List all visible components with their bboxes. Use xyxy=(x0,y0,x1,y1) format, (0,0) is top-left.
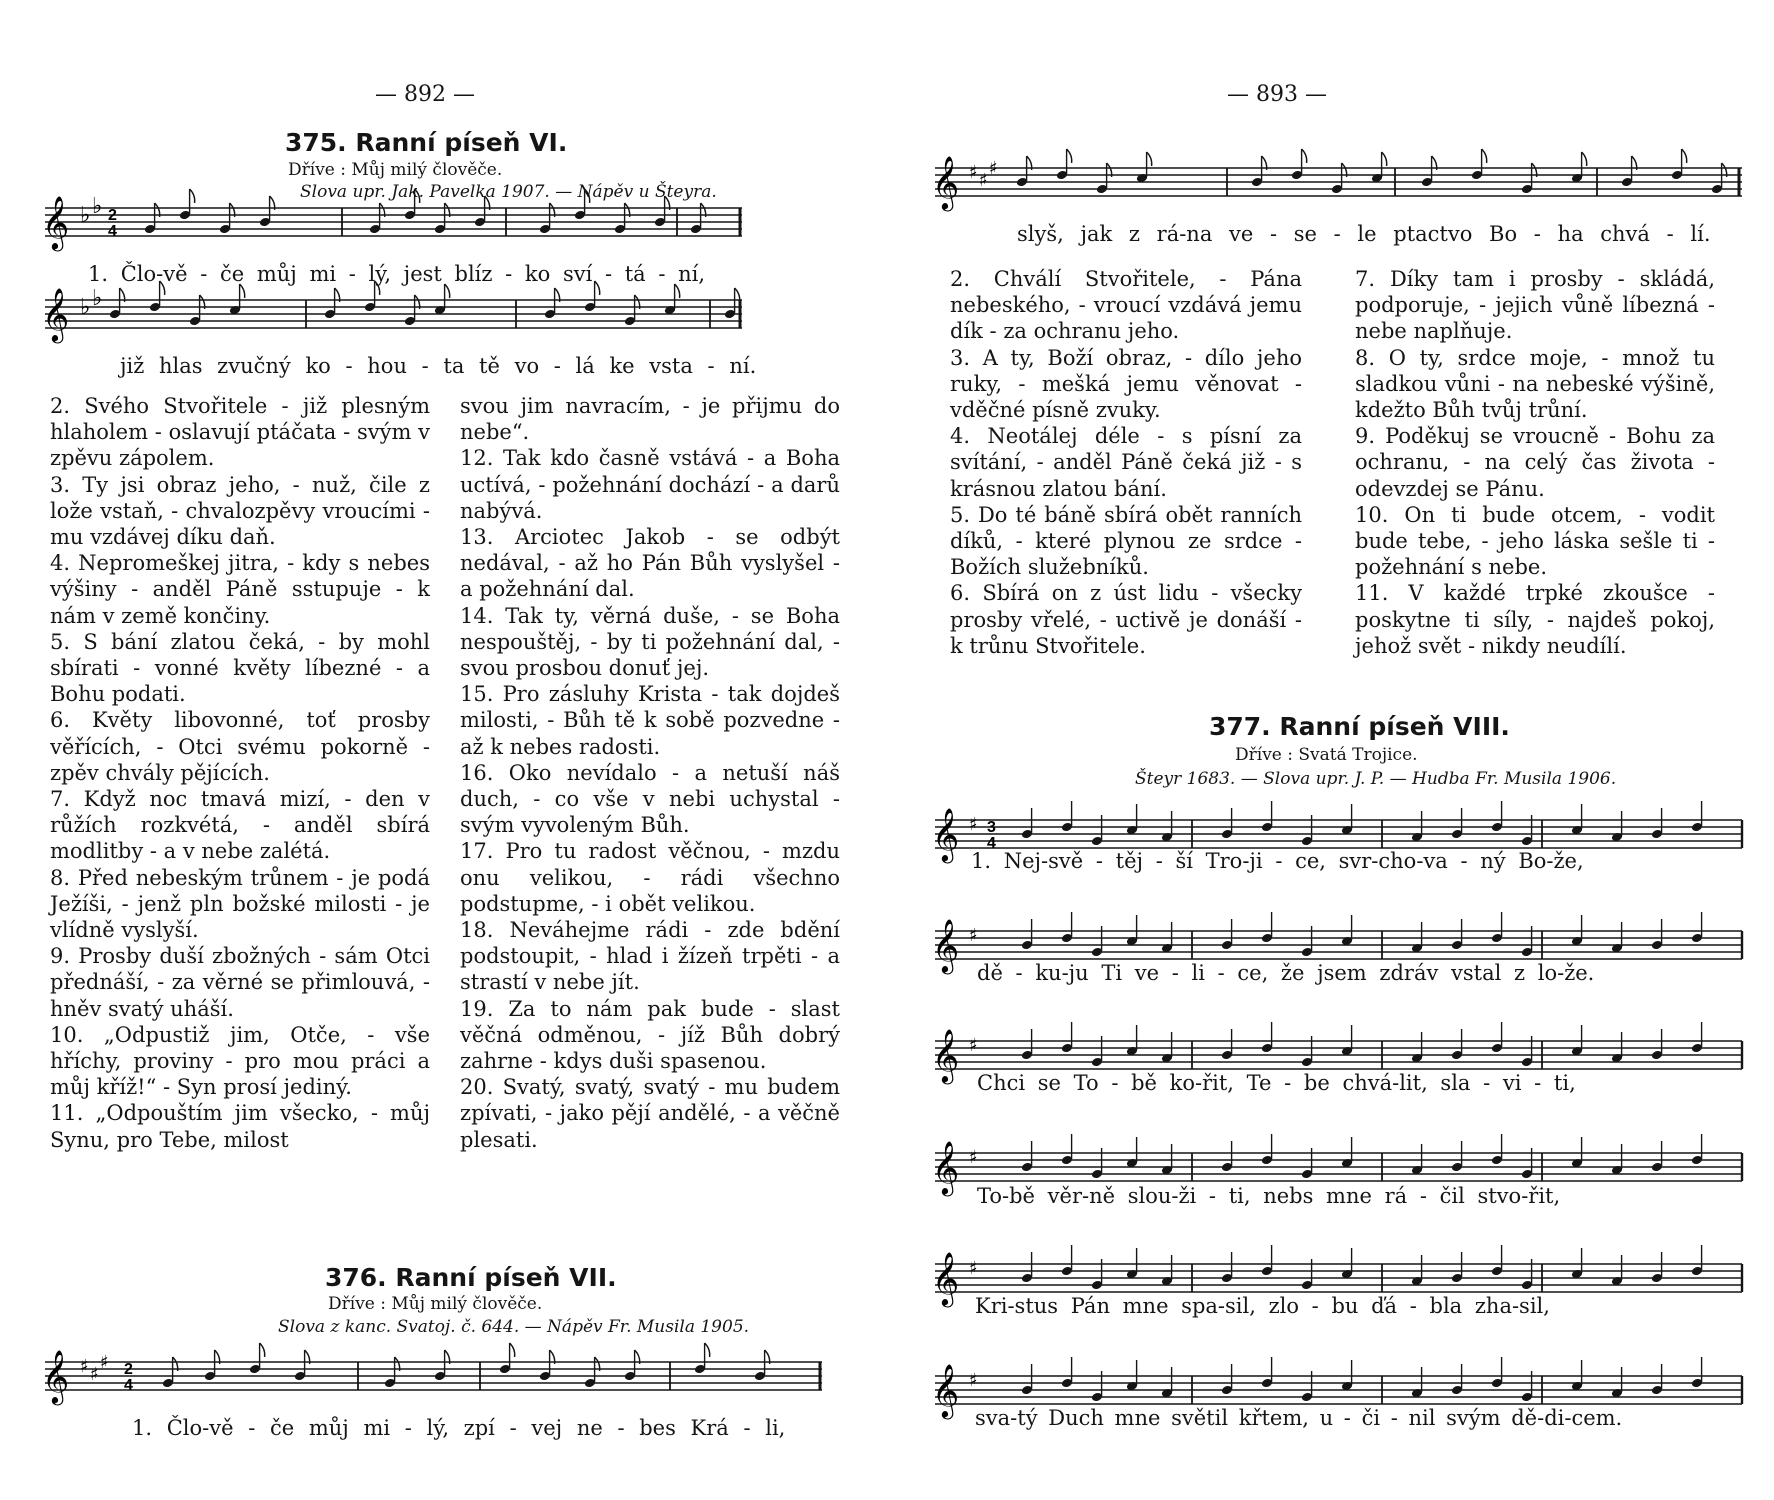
note xyxy=(1451,808,1463,839)
note xyxy=(1061,1245,1073,1276)
hymn-375-lyric-2: již hlas zvučný ko - hou - ta tě vo - lá ke vsta - ní. xyxy=(120,354,757,378)
note xyxy=(1021,1364,1033,1395)
note xyxy=(1061,1357,1073,1388)
sharp-icon: ♯ xyxy=(969,1258,978,1279)
right-page xyxy=(887,0,1774,1500)
treble-clef-icon: 𝄞 xyxy=(932,1140,960,1194)
note xyxy=(1261,1134,1273,1165)
verse: 19. Za to nám pak bude - slast věčná odměnou, - jíž Bůh dobrý zahrne - kdys duši spasenou. xyxy=(460,996,840,1074)
note xyxy=(1261,912,1273,943)
sharp-icon: ♯ xyxy=(969,814,978,835)
treble-clef-icon: 𝄞 xyxy=(42,195,70,249)
note xyxy=(1451,919,1463,950)
note xyxy=(1021,919,1033,950)
note xyxy=(1221,1364,1233,1395)
note xyxy=(1221,808,1233,839)
note xyxy=(1651,1141,1663,1172)
note xyxy=(1021,808,1033,839)
note xyxy=(1691,801,1703,832)
time-sig-bottom: 4 xyxy=(108,223,117,240)
treble-clef-icon: 𝄞 xyxy=(932,1363,960,1417)
verse: 16. Oko nevídalo - a netuší náš duch, - co vše v nebi uchystal - svým vyvoleným Bůh. xyxy=(460,760,840,838)
verse: 13. Arciotec Jakob - se odbýt nedával, - až ho Pán Bůh vyslyšel - a požehnání dal. xyxy=(460,525,840,602)
treble-clef-icon: 𝄞 xyxy=(42,287,70,341)
note xyxy=(1651,1364,1663,1395)
sharp-icon: ♯ xyxy=(969,162,978,183)
verse: 6. Květy libovonné, toť prosby věřících, - Otci svému pokorně - zpěv chvály pějících. xyxy=(50,708,430,785)
notes xyxy=(1021,1134,1703,1179)
verse: 10. „Odpustiž jim, Otče, - vše hříchy, proviny - pro mou práci a můj kříž!“ - Syn prosí jediný. xyxy=(50,1022,430,1100)
verse: 2. Chválí Stvořitele, - Pána nebeského, - vroucí vzdává jemu dík - za ochranu jeho. xyxy=(950,267,1302,344)
note xyxy=(1491,1022,1503,1053)
note xyxy=(1491,1357,1503,1388)
flat-icon: ♭ xyxy=(92,286,103,311)
verse: 18. Neváhejme rádi - zde bdění podstoupit, - hlad i žízeň trpěti - a strastí v nebe jít. xyxy=(460,918,840,995)
treble-clef-icon: 𝄞 xyxy=(932,918,960,972)
verse: svou jim navracím, - je přijmu do nebe“. xyxy=(460,394,840,445)
note xyxy=(1261,1245,1273,1276)
treble-clef-icon: 𝄞 xyxy=(42,1349,70,1403)
notes xyxy=(1021,1357,1703,1402)
hymn-377-lyric-6: sva-tý Duch mne světil křtem, u - či - nil svým dě-di-cem. xyxy=(975,1406,1623,1430)
note xyxy=(1491,912,1503,943)
note xyxy=(1261,1357,1273,1388)
time-sig-top: 3 xyxy=(987,819,996,836)
note xyxy=(1061,1022,1073,1053)
note xyxy=(1691,1022,1703,1053)
notes xyxy=(1021,1245,1703,1290)
hymn-375-credits: Slova upr. Jak. Pavelka 1907. — Nápěv u Šteyra. xyxy=(300,182,717,202)
note xyxy=(1691,1134,1703,1165)
notes xyxy=(1021,1022,1703,1067)
flat-icon: ♭ xyxy=(80,203,91,228)
verse: 3. A ty, Boží obraz, - dílo jeho ruky, - mešká jemu věnovat - vděčné písně zvuky. xyxy=(950,345,1302,423)
treble-clef-icon: 𝄞 xyxy=(932,1251,960,1305)
note xyxy=(1451,1364,1463,1395)
hymn-377-lyric-3: Chci se To - bě ko-řit, Te - be chvá-lit, sla - vi - ti, xyxy=(977,1071,1576,1095)
verse: 20. Svatý, svatý, svatý - mu budem zpívati, - jako pějí andělé, - a věčně plesati. xyxy=(460,1075,840,1152)
note xyxy=(1221,919,1233,950)
note xyxy=(1061,912,1073,943)
page-number: — 892 — xyxy=(375,82,475,107)
verse: 4. Nepromeškej jitra, - kdy s nebes výšiny - anděl Páně sstupuje - k nám v země končiny. xyxy=(50,551,430,628)
sharp-icon: ♯ xyxy=(969,1035,978,1056)
verse: 12. Tak kdo časně vstává - a Boha uctívá, - požehnání dochází - a darů nabývá. xyxy=(460,446,840,523)
hymn-376-title: 376. Ranní píseň VII. xyxy=(325,1263,617,1292)
sharp-icon: ♯ xyxy=(989,158,998,179)
verse: 2. Svého Stvořitele - již plesným hlaholem - oslavují ptáčata - svým v zpěvu zápolem. xyxy=(50,394,430,471)
hymn-375-lyric-1: 1. Člo-vě - če můj mi - lý, jest blíz - ko sví - tá - ní, xyxy=(88,262,706,286)
music-staff-377 xyxy=(887,0,1774,1500)
verse: 10. On ti bude otcem, - vodit bude tebe, - jeho láska sešle ti - požehnání s nebe. xyxy=(1355,502,1715,580)
verse: 6. Sbírá on z úst lidu - všecky prosby vřelé, - uctivě je donáší - k trůnu Stvořitele. xyxy=(950,581,1302,658)
note xyxy=(1021,1141,1033,1172)
flat-icon: ♭ xyxy=(92,194,103,219)
hymn-377-lyric-2: dě - ku-ju Ti ve - li - ce, že jsem zdráv vstal z lo-že. xyxy=(977,961,1595,985)
note xyxy=(1651,1252,1663,1283)
note xyxy=(1651,1029,1663,1060)
note xyxy=(1651,808,1663,839)
note xyxy=(1021,1029,1033,1060)
notes xyxy=(1021,801,1703,846)
note xyxy=(1021,1252,1033,1283)
sharp-icon: ♯ xyxy=(979,170,988,191)
treble-clef-icon: 𝄞 xyxy=(932,807,960,861)
page-number: — 893 — xyxy=(1227,82,1327,107)
verse: 9. Poděkuj se vroucně - Bohu za ochranu, - na celý čas života - odevzdej se Pánu. xyxy=(1355,424,1715,501)
verse: 8. Před nebeským trůnem - je podá Ježíši, - jenž pln božské milosti - je vlídně vyslyší. xyxy=(50,865,430,943)
hymn-377-title: 377. Ranní píseň VIII. xyxy=(1209,712,1510,741)
sharp-icon: ♯ xyxy=(969,1370,978,1391)
treble-clef-icon: 𝄞 xyxy=(932,1028,960,1082)
note xyxy=(1691,912,1703,943)
verse: 5. Do té báně sbírá obět ranních díků, - které plynou ze srdce - Božích služebníků. xyxy=(950,502,1302,580)
verse: 4. Neotálej déle - s písní za svítání, - anděl Páně čeká již - s krásnou zlatou bání. xyxy=(950,424,1302,501)
notes xyxy=(1021,912,1703,957)
verse: 7. Díky tam i prosby - skládá, podporuje, - jejich vůně líbezná - nebe naplňuje. xyxy=(1355,267,1715,344)
time-sig-top: 2 xyxy=(124,1361,133,1378)
note xyxy=(1261,1022,1273,1053)
sharp-icon: ♯ xyxy=(969,925,978,946)
sharp-icon: ♯ xyxy=(90,1364,99,1385)
sharp-icon: ♯ xyxy=(969,1147,978,1168)
sharp-icon: ♯ xyxy=(100,1352,109,1373)
note xyxy=(1491,1245,1503,1276)
note xyxy=(1451,1029,1463,1060)
note xyxy=(1451,1252,1463,1283)
verse: 8. O ty, srdce moje, - množ tu sladkou vůni - na nebeské výšině, kdežto Bůh tvůj trůní. xyxy=(1355,345,1715,423)
note xyxy=(1061,1134,1073,1165)
note xyxy=(1691,1357,1703,1388)
hymn-377-lyric-1: 1. Nej-svě - těj - ší Tro-ji - ce, svr-cho-va - ný Bo-že, xyxy=(971,849,1584,873)
note xyxy=(1451,1141,1463,1172)
flat-icon: ♭ xyxy=(80,295,91,320)
verse: 5. S bání zlatou čeká, - by mohl sbírati - vonné květy líbezné - a Bohu podati. xyxy=(50,629,430,707)
verse: 11. V každé trpké zkoušce - poskytne ti síly, - najdeš pokoj, jehož svět - nikdy neudílí. xyxy=(1355,581,1715,658)
note xyxy=(1491,801,1503,832)
verse: 9. Prosby duší zbožných - sám Otci přednáší, - za věrné se přimlouvá, - hněv svatý uháší. xyxy=(50,944,430,1021)
verse: 7. Když noc tmavá mizí, - den v růžích rozkvétá, - anděl sbírá modlitby - a v nebe zalétá. xyxy=(50,787,430,864)
hymn-375-formerly: Dříve : Můj milý člověče. xyxy=(288,160,503,180)
verse: 3. Ty jsi obraz jeho, - nuž, čile z lože vstaň, - chvalozpěvy vroucími - mu vzdávej díku daň. xyxy=(50,472,430,550)
time-sig-bottom: 4 xyxy=(124,1377,133,1394)
note xyxy=(1221,1141,1233,1172)
time-sig-top: 2 xyxy=(108,207,117,224)
treble-clef-icon: 𝄞 xyxy=(932,155,960,209)
hymn-377-lyric-4: To-bě věr-ně slou-ži - ti, nebs mne rá - čil stvo-řit, xyxy=(977,1184,1561,1208)
hymn-376-formerly: Dříve : Můj milý člověče. xyxy=(328,1294,543,1314)
hymn-376-credits: Slova z kanc. Svatoj. č. 644. — Nápěv Fr. Musila 1905. xyxy=(278,1317,750,1337)
hymn-377-lyric-5: Kri-stus Pán mne spa-sil, zlo - bu ďá - bla zha-sil, xyxy=(975,1294,1550,1318)
note xyxy=(1261,801,1273,832)
note xyxy=(1061,801,1073,832)
verse: 17. Pro tu radost věčnou, - mzdu onu velikou, - rádi všechno podstupme, - i obět velikou. xyxy=(460,839,840,916)
note xyxy=(1221,1029,1233,1060)
hymn-375-title: 375. Ranní píseň VI. xyxy=(285,128,568,157)
time-sig-bottom: 4 xyxy=(987,835,996,852)
note xyxy=(1221,1252,1233,1283)
verse: 11. „Odpouštím jim všecko, - můj Synu, pro Tebe, milost xyxy=(50,1101,430,1152)
hymn-376-lyric-1: 1. Člo-vě - če můj mi - lý, zpí - vej ne - bes Krá - li, xyxy=(132,1416,786,1440)
note xyxy=(1491,1134,1503,1165)
hymn-377-formerly: Dříve : Svatá Trojice. xyxy=(1235,745,1418,765)
note xyxy=(1691,1245,1703,1276)
sharp-icon: ♯ xyxy=(80,1356,89,1377)
verse: 15. Pro zásluhy Krista - tak dojdeš milosti, - Bůh tě k sobě pozvedne - až k nebes radosti. xyxy=(460,682,840,759)
note xyxy=(1651,919,1663,950)
verse: 14. Tak ty, věrná duše, - se Boha nespouštěj, - by ti požehnání dal, - svou prosbou donuť jej. xyxy=(460,603,840,681)
hymn-376-lyric-2: slyš, jak z rá-na ve - se - le ptactvo Bo - ha chvá - lí. xyxy=(1017,222,1711,246)
hymn-377-credits: Šteyr 1683. — Slova upr. J. P. — Hudba Fr. Musila 1906. xyxy=(1135,769,1617,789)
